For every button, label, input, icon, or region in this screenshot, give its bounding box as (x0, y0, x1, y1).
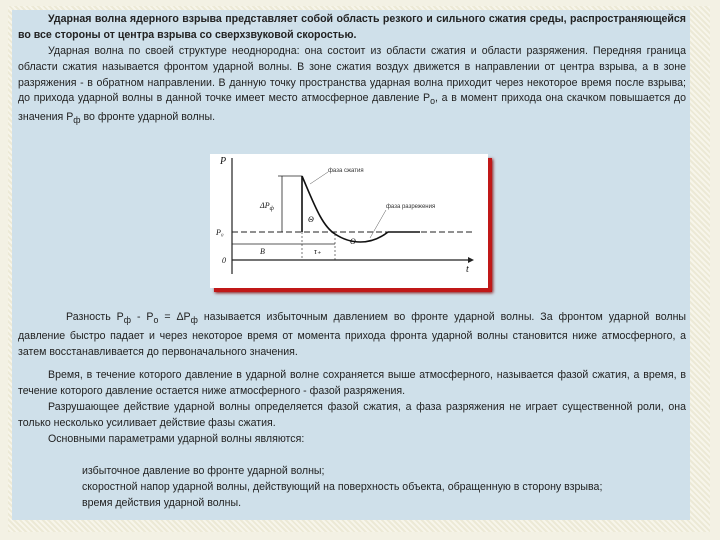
slide-page (12, 10, 690, 520)
structure-text-end: во фронте ударной волны. (80, 111, 216, 124)
compression-pointer (310, 172, 328, 184)
parameters-heading: Основными параметрами ударной волны являются: (48, 433, 305, 445)
destruction-paragraph: Разрушающее действие ударной волны определяется фазой сжатия, а фаза разряжения не играет существенной роли, она только несколько усиливает действие фазы сжатия. (18, 401, 686, 429)
phase-rarefaction-label: фаза разрежения (386, 204, 436, 210)
difference-text-a: Разность Р (66, 311, 124, 323)
difference-text-c: = ΔР (158, 311, 191, 323)
b-label: B (260, 247, 265, 256)
pressure-graph-figure (210, 154, 488, 288)
theta-plus-label: Θ (308, 215, 314, 224)
difference-text-d: называется избыточным давлением во фронте ударной волны. За фронтом ударной волны давление быстро падает и через некоторое время от момента прихода фронта ударной волны становится ниже атмосферного, а затем восстанавливается до первоначального значения. (18, 311, 687, 358)
difference-sub-3: ф (190, 315, 198, 326)
difference-sub-1: ф (123, 315, 132, 326)
difference-text-b: - Р (131, 311, 154, 323)
tau-label: τ₊ (314, 247, 322, 256)
zero-label: 0 (222, 256, 226, 265)
rarefaction-pointer (370, 210, 386, 238)
phase-compression-label: фаза сжатия (328, 168, 364, 174)
dp-label: $\Delta P_ф$ (260, 201, 274, 212)
structure-text-mid: , а в момент прихода она скачком повышается до значения Р (18, 92, 686, 124)
intro-paragraph: Ударная волна ядерного взрыва представляет собой область резкого и сильного сжатия среды, распространяющейся во все стороны от центра взрыва со сверхзвуковой скоростью. (18, 13, 686, 41)
list-item: время действия ударной волны. (82, 496, 242, 509)
structure-text: Ударная волна по своей структуре неоднородна: она состоит из области сжатия и области разряжения. Передняя граница области сжатия называется фронтом ударной волны. В зоне сжатия воздух движется в направлении от центра взрыва, а в зоне разряжения - в обратном направлении. В данную точку пространства ударная волна приходит через некоторое время после взрыва; до прихода ударной волны в данной точке имеет место атмосферное давление Р (18, 45, 686, 105)
structure-paragraph (18, 44, 686, 129)
phases-paragraph: Время, в течение которого давление в ударной волне сохраняется выше атмосферного, называется фазой сжатия, а время, в течение которого давление остается ниже атмосферного - фазой разряжения. (18, 369, 686, 397)
y-axis-label: P (220, 156, 227, 167)
p0-subscript: о (430, 96, 436, 107)
difference-sub-2: о (153, 315, 159, 326)
theta-minus-label: Θ (350, 237, 356, 246)
list-item: избыточное давление во фронте ударной волны; (82, 465, 325, 477)
x-axis-label: t (466, 264, 469, 275)
difference-paragraph (18, 310, 686, 361)
pressure-graph (210, 154, 488, 288)
list-item: скоростной напор ударной волны, действующий на поверхность объекта, обращенную в сторону взрыва; (82, 480, 603, 493)
parameters-list (82, 464, 682, 511)
p0-label: P₀ (216, 228, 224, 237)
x-axis-arrow (468, 257, 474, 263)
pf-subscript: ф (73, 115, 81, 126)
